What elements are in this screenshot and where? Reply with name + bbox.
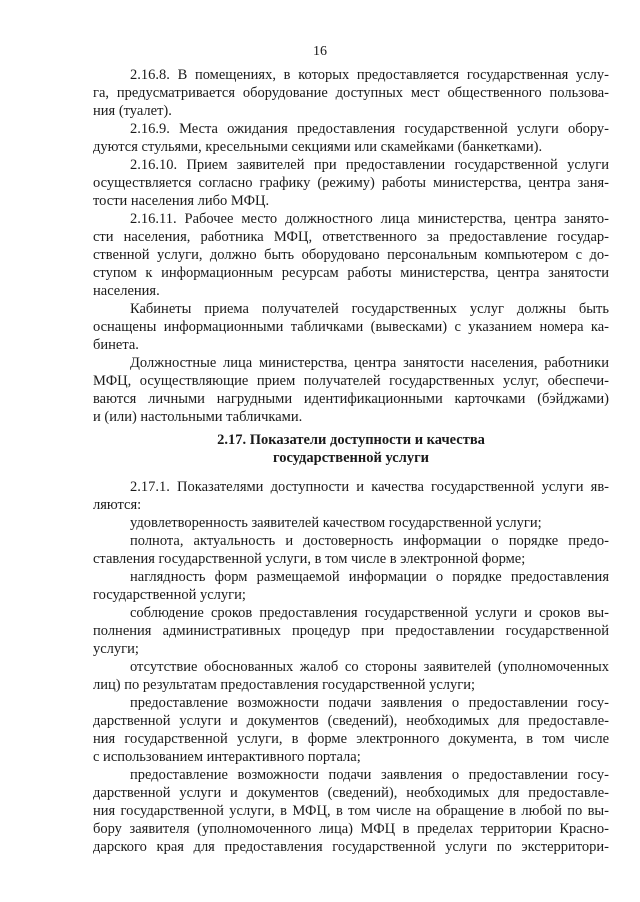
text-line: оснащены информационными табличками (вывесками) с указанием номера ка- [93, 319, 609, 335]
text-line: ляются: [93, 497, 142, 513]
text-line: га, предусматривается оборудование доступных мест общественного пользова- [93, 85, 609, 101]
text-line: осуществляется согласно графику (режиму) работы министерства, центра заня- [93, 175, 609, 191]
text-line: предоставление возможности подачи заявления о предоставлении госу- [130, 695, 609, 711]
text-line: 2.16.10. Прием заявителей при предоставлении государственной услуги [130, 157, 609, 173]
text-line: МФЦ, осуществляющие прием получателей государственных услуг, обеспечи- [93, 373, 609, 389]
text-line: лиц) по результатам предоставления государственной услуги; [93, 677, 476, 693]
text-line: бинета. [93, 337, 139, 353]
text-line: государственной услуги; [93, 587, 246, 603]
text-line: и (или) настольными табличками. [93, 409, 303, 425]
text-line: 2.16.11. Рабочее место должностного лица министерства, центра занято- [130, 211, 609, 227]
text-line: ставления государственной услуги, в том числе в электронной форме; [93, 551, 526, 567]
text-line: предоставление возможности подачи заявления о предоставлении госу- [130, 767, 609, 783]
text-line: ступом к информационным ресурсам работы министерства, центра занятости [93, 265, 609, 281]
text-line: 2.17.1. Показателями доступности и качества государственной услуги яв- [130, 479, 609, 495]
text-line: ния государственной услуги, в МФЦ, в том числе на обращение в любой по вы- [93, 803, 609, 819]
text-line: населения. [93, 283, 160, 299]
text-line: 2.16.8. В помещениях, в которых предоставляется государственная услу- [130, 67, 609, 83]
text-line: полнения административных процедур при предоставлении государственной [93, 623, 609, 639]
text-line: дарственной услуги и документов (сведений), необходимых для предоставле- [93, 713, 609, 729]
text-line: Должностные лица министерства, центра занятости населения, работники [130, 355, 609, 371]
text-line: дарского края для предоставления государственной услуги по экстерритори- [93, 839, 609, 855]
text-line: ваются личными нагрудными идентификационными карточками (бэйджами) [93, 391, 609, 407]
text-line: отсутствие обоснованных жалоб со стороны заявителей (уполномоченных [130, 659, 609, 675]
text-line: ния (туалет). [93, 103, 172, 119]
text-line: сти населения, работника МФЦ, ответственного за предоставление государ- [93, 229, 609, 245]
text-line: Кабинеты приема получателей государственных услуг должны быть [130, 301, 609, 317]
text-line: услуги; [93, 641, 139, 657]
section-heading-line: государственной услуги [272, 450, 430, 466]
text-line: дарственной услуги и документов (сведений), необходимых для предоставле- [93, 785, 609, 801]
text-line: тости населения либо МФЦ. [93, 193, 270, 209]
text-line: 2.16.9. Места ожидания предоставления государственной услуги обору- [130, 121, 609, 137]
text-line: ственной услуги, должно быть оборудовано персональным компьютером с до- [93, 247, 609, 263]
text-line: ния государственной услуги, в форме электронного документа, в том числе [93, 731, 609, 747]
text-line: удовлетворенность заявителей качеством государственной услуги; [130, 515, 542, 531]
text-line: наглядность форм размещаемой информации о порядке предоставления [130, 569, 609, 585]
text-line: бору заявителя (уполномоченного лица) МФЦ в пределах территории Красно- [93, 821, 609, 837]
text-line: полнота, актуальность и достоверность информации о порядке предо- [130, 533, 609, 549]
text-line: соблюдение сроков предоставления государственной услуги и сроков вы- [130, 605, 609, 621]
text-line: с использованием интерактивного портала; [93, 749, 361, 765]
section-heading-line: 2.17. Показатели доступности и качества [217, 432, 485, 448]
page-number: 16 [313, 44, 327, 59]
text-line: дуются стульями, кресельными секциями или скамейками (банкетками). [93, 139, 543, 155]
